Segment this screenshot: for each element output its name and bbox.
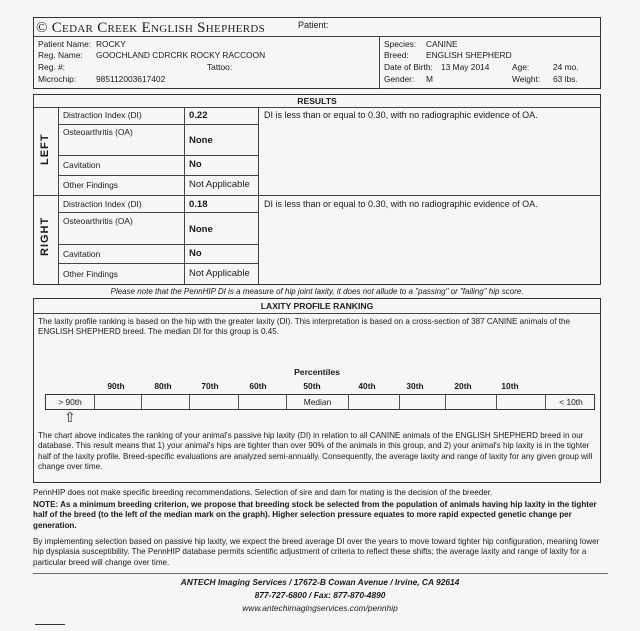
percentile-cell: < 10th <box>559 397 583 407</box>
footer-phone: 877-727-6800 / Fax: 877-870-4890 <box>254 590 386 600</box>
patient-name-label: Patient Name: <box>38 39 92 49</box>
left-di-label: Distraction Index (DI) <box>63 110 142 120</box>
dob-label: Date of Birth: <box>384 62 433 72</box>
right-cavitation-value: No <box>189 248 202 259</box>
left-cavitation-value: No <box>189 159 202 170</box>
percentile-cell <box>400 395 446 410</box>
percentile-cell <box>239 395 287 410</box>
right-di-label: Distraction Index (DI) <box>63 199 142 209</box>
age: 24 mo. <box>553 62 579 72</box>
results-box <box>33 94 601 285</box>
results-title: RESULTS <box>297 96 337 106</box>
percentile-label: 80th <box>154 381 172 391</box>
laxity-intro: The laxity profile ranking is based on the hip with the greater laxity (DI). This interpretation is based on a cross-section of 387 CANINE animals of the ENGLISH SHEPHERD breed. The median DI for this group is 0.45. <box>38 317 571 337</box>
footer-website[interactable]: www.antechimagingservices.com/pennhip <box>242 603 398 613</box>
gender-label: Gender: <box>384 74 415 84</box>
left-oa-value: None <box>189 135 213 146</box>
percentile-label: 30th <box>406 381 424 391</box>
percentile-bar <box>45 394 595 410</box>
percentile-cell <box>142 395 190 410</box>
percentile-cell <box>349 395 400 410</box>
laxity-explanation: The chart above indicates the ranking of your animal's passive hip laxity (DI) in relation to all CANINE animals of the ENGLISH SHEPHERD breed in our database. This result means that 1) your animal's hips are tighter than over 90% of the animals in this group, and 2) your animal's hip laxity is in the tighter half of the laxity profile. Breed-specific evaluations are analyzed semi-annually. Consequently, the average laxity and range of laxity for any given group will change over time. <box>38 431 593 472</box>
selection-note: By implementing selection based on passive hip laxity, we expect the breed average DI over the years to move toward tighter hip configuration, meaning lower hip dysplasia susceptibility. The PennHIP database permits scientific adjustment of criteria to reflect these shifts; the average laxity and range of laxity for a particular breed will change over time. <box>33 537 600 567</box>
tattoo-label: Tattoo: <box>207 62 233 72</box>
microchip-label: Microchip: <box>38 74 77 84</box>
patient-header-label: Patient: <box>298 20 329 30</box>
left-di-value: 0.22 <box>189 110 208 121</box>
reg-no-label: Reg. #: <box>38 62 66 72</box>
percentile-cell <box>497 395 546 410</box>
left-cavitation-label: Cavitation <box>63 160 101 170</box>
species: CANINE <box>426 39 458 49</box>
minimum-criterion-note: NOTE: As a minimum breeding criterion, we propose that breeding stock be selected from the population of animals having hip laxity in the tighter half of the breed (to the left of the median mark on the graph). Higher selection pressure equates to more rapid expected genetic change per generation. <box>33 500 597 530</box>
reg-name: GOOCHLAND CDRCRK ROCKY RACCOON <box>96 50 266 60</box>
right-oa-label: Osteoarthritis (OA) <box>63 216 133 226</box>
breeding-note: PennHIP does not make specific breeding recommendations. Selection of sire and dam for mating is the decision of the breeder. <box>33 488 493 497</box>
reg-name-label: Reg. Name: <box>38 50 83 60</box>
laxity-title: LAXITY PROFILE RANKING <box>260 301 374 311</box>
weight-label: Weight: <box>512 74 541 84</box>
left-oa-label: Osteoarthritis (OA) <box>63 127 133 137</box>
percentiles-title: Percentiles <box>294 367 340 377</box>
percentile-cell <box>95 395 142 410</box>
left-findings-value: Not Applicable <box>189 179 250 190</box>
rank-arrow: ⇧ <box>64 409 76 425</box>
percentile-label: 50th <box>303 381 321 391</box>
percentile-label: 70th <box>201 381 219 391</box>
right-di-value: 0.18 <box>189 199 208 210</box>
breed: ENGLISH SHEPHERD <box>426 50 512 60</box>
gender: M <box>426 74 433 84</box>
right-findings-label: Other Findings <box>63 269 118 279</box>
left-side-label: LEFT <box>39 133 51 165</box>
right-side-label: RIGHT <box>39 216 51 256</box>
microchip: 985112003617402 <box>96 74 166 84</box>
percentile-cell <box>446 395 497 410</box>
right-oa-value: None <box>189 224 213 235</box>
left-findings-label: Other Findings <box>63 180 118 190</box>
percentile-label: 90th <box>107 381 125 391</box>
percentile-cell <box>190 395 239 410</box>
breed-label: Breed: <box>384 50 409 60</box>
percentile-cell: Median <box>287 395 349 410</box>
dob: 13 May 2014 <box>441 62 490 72</box>
footer-address: ANTECH Imaging Services / 17672-B Cowan Avenue / Irvine, CA 92614 <box>180 577 460 587</box>
right-findings-value: Not Applicable <box>189 268 250 279</box>
breeder-logo: © Cedar Creek English Shepherds <box>36 20 266 36</box>
right-cavitation-label: Cavitation <box>63 249 101 259</box>
percentile-label: 40th <box>358 381 376 391</box>
right-comment: DI is less than or equal to 0.30, with no radiographic evidence of OA. <box>264 199 538 209</box>
percentile-label: 10th <box>501 381 519 391</box>
percentile-cell: > 90th <box>46 395 95 410</box>
percentile-label: 60th <box>249 381 267 391</box>
percentile-label: 20th <box>454 381 472 391</box>
species-label: Species: <box>384 39 417 49</box>
results-note: Please note that the PennHIP DI is a measure of hip joint laxity, it does not allude to a "passing" or "failing" hip score. <box>110 287 524 296</box>
left-comment: DI is less than or equal to 0.30, with no radiographic evidence of OA. <box>264 110 538 120</box>
patient-name: ROCKY <box>96 39 126 49</box>
age-label: Age: <box>512 62 530 72</box>
weight: 63 lbs. <box>553 74 578 84</box>
